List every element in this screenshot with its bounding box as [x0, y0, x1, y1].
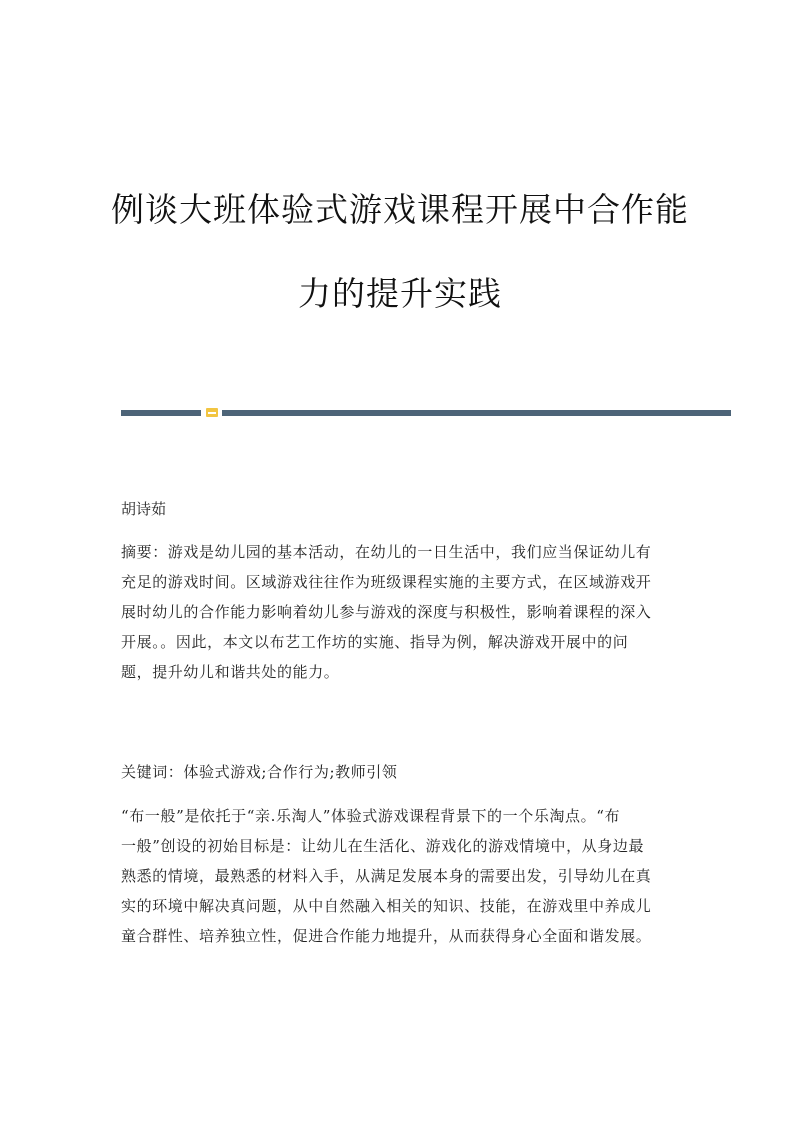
document-title-line-2: 力的提升实践 — [298, 274, 502, 313]
divider-bar-right — [222, 410, 731, 416]
body-paragraph — [121, 801, 681, 951]
keywords: 关键词：体验式游戏;合作行为;教师引领 — [121, 763, 398, 781]
abstract — [121, 537, 681, 687]
divider-emblem-icon — [206, 408, 218, 417]
title-divider — [121, 408, 731, 417]
author-name: 胡诗茹 — [121, 500, 167, 518]
abstract-line: 摘要：游戏是幼儿园的基本活动，在幼儿的一日生活中，我们应当保证幼儿有 — [121, 543, 652, 561]
body-line: 熟悉的情境，最熟悉的材料入手，从满足发展本身的需要出发，引导幼儿在真 — [121, 867, 652, 885]
body-line: 实的环境中解决真问题，从中自然融入相关的知识、技能，在游戏里中养成儿 — [121, 897, 652, 915]
body-line: “布一般”是依托于“亲.乐淘人”体验式游戏课程背景下的一个乐淘点。“布 — [121, 807, 621, 825]
body-line: 一般”创设的初始目标是：让幼儿在生活化、游戏化的游戏情境中，从身边最 — [121, 837, 645, 855]
abstract-line: 题，提升幼儿和谐共处的能力。 — [121, 663, 340, 681]
abstract-line: 开展。。因此，本文以布艺工作坊的实施、指导为例，解决游戏开展中的问 — [121, 633, 629, 651]
document-title-line-1: 例谈大班体验式游戏课程开展中合作能 — [111, 190, 689, 229]
body-line: 童合群性、培养独立性，促进合作能力地提升，从而获得身心全面和谐发展。 — [121, 927, 652, 945]
abstract-line: 展时幼儿的合作能力影响着幼儿参与游戏的深度与积极性，影响着课程的深入 — [121, 603, 652, 621]
divider-bar-left — [121, 410, 201, 416]
abstract-line: 充足的游戏时间。区域游戏往往作为班级课程实施的主要方式，在区域游戏开 — [121, 573, 652, 591]
